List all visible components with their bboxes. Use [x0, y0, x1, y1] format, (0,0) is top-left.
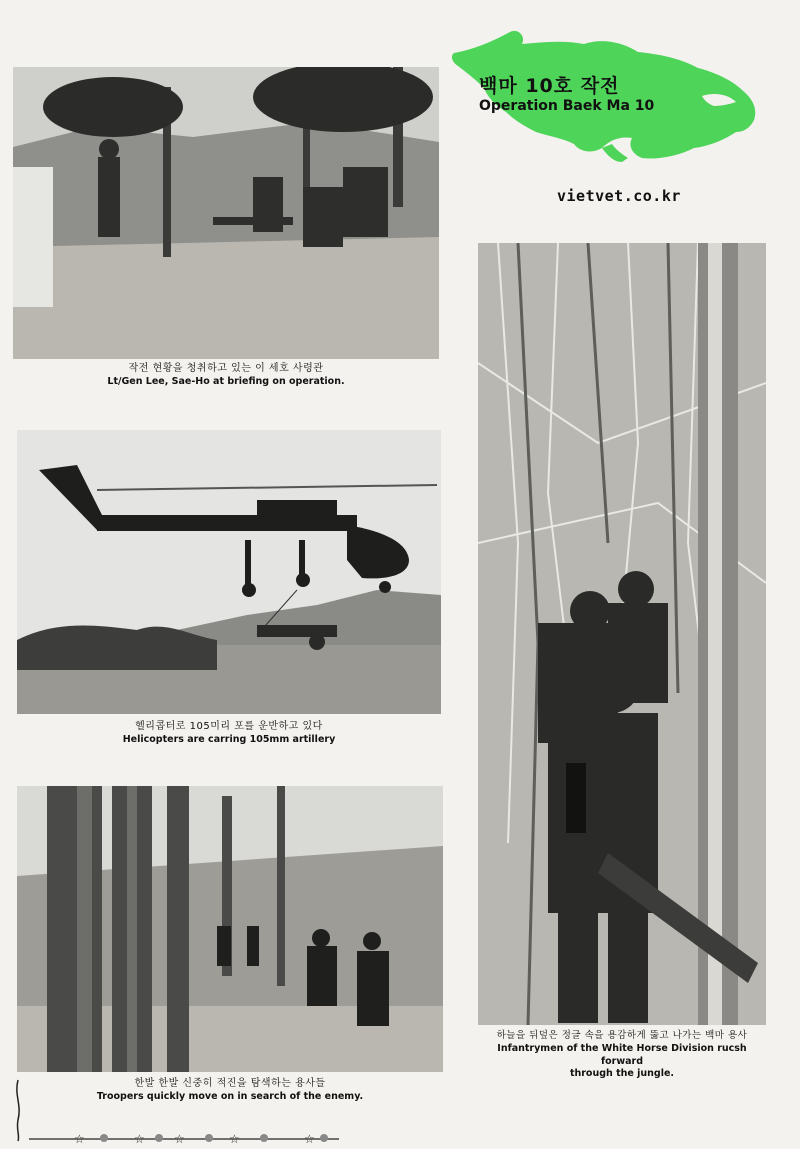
caption-helicopter [17, 720, 441, 746]
svg-text:☆: ☆ [304, 1132, 315, 1145]
troopers-scene [17, 786, 443, 1072]
photo-jungle [478, 243, 766, 1025]
svg-text:☆: ☆ [229, 1132, 240, 1145]
svg-text:☆: ☆ [134, 1132, 145, 1145]
caption-troopers-korean: 한발 한발 신중히 적진을 탐색하는 용사들 [134, 1078, 326, 1089]
svg-text:☆: ☆ [174, 1132, 185, 1145]
caption-helicopter-korean: 헬리콥터로 105미리 포를 운반하고 있다 [135, 721, 323, 732]
caption-jungle-english-line1: Infantrymen of the White Horse Division rucsh forward [497, 1042, 747, 1067]
caption-jungle-korean: 하늘을 뒤덮은 정글 속을 용감하게 뚫고 나가는 백마 용사 [496, 1030, 748, 1041]
title-block [452, 28, 762, 163]
caption-helicopter-english: Helicopters are carring 105mm artillery [122, 733, 336, 745]
briefing-scene [13, 67, 439, 359]
decorative-vine-ornament [14, 1075, 344, 1145]
caption-jungle [478, 1030, 766, 1081]
photo-troopers [17, 786, 443, 1072]
caption-troopers-english: Troopers quickly move on in search of the enemy. [96, 1090, 364, 1102]
caption-briefing-korean: 작전 현황을 청취하고 있는 이 세호 사령관 [128, 363, 324, 374]
title-english: Operation Baek Ma 10 [479, 98, 655, 114]
caption-briefing [13, 362, 439, 388]
photo-briefing [13, 67, 439, 359]
helicopter-scene [17, 430, 441, 714]
caption-jungle-english-line2: through the jungle. [569, 1068, 675, 1080]
photo-helicopter [17, 430, 441, 714]
caption-briefing-english: Lt/Gen Lee, Sae-Ho at briefing on operation. [107, 375, 345, 387]
website-label: vietvet.co.kr [557, 187, 681, 205]
title-korean: 백마 10호 작전 [479, 75, 620, 97]
svg-text:☆: ☆ [74, 1132, 85, 1145]
jungle-scene [478, 243, 766, 1025]
